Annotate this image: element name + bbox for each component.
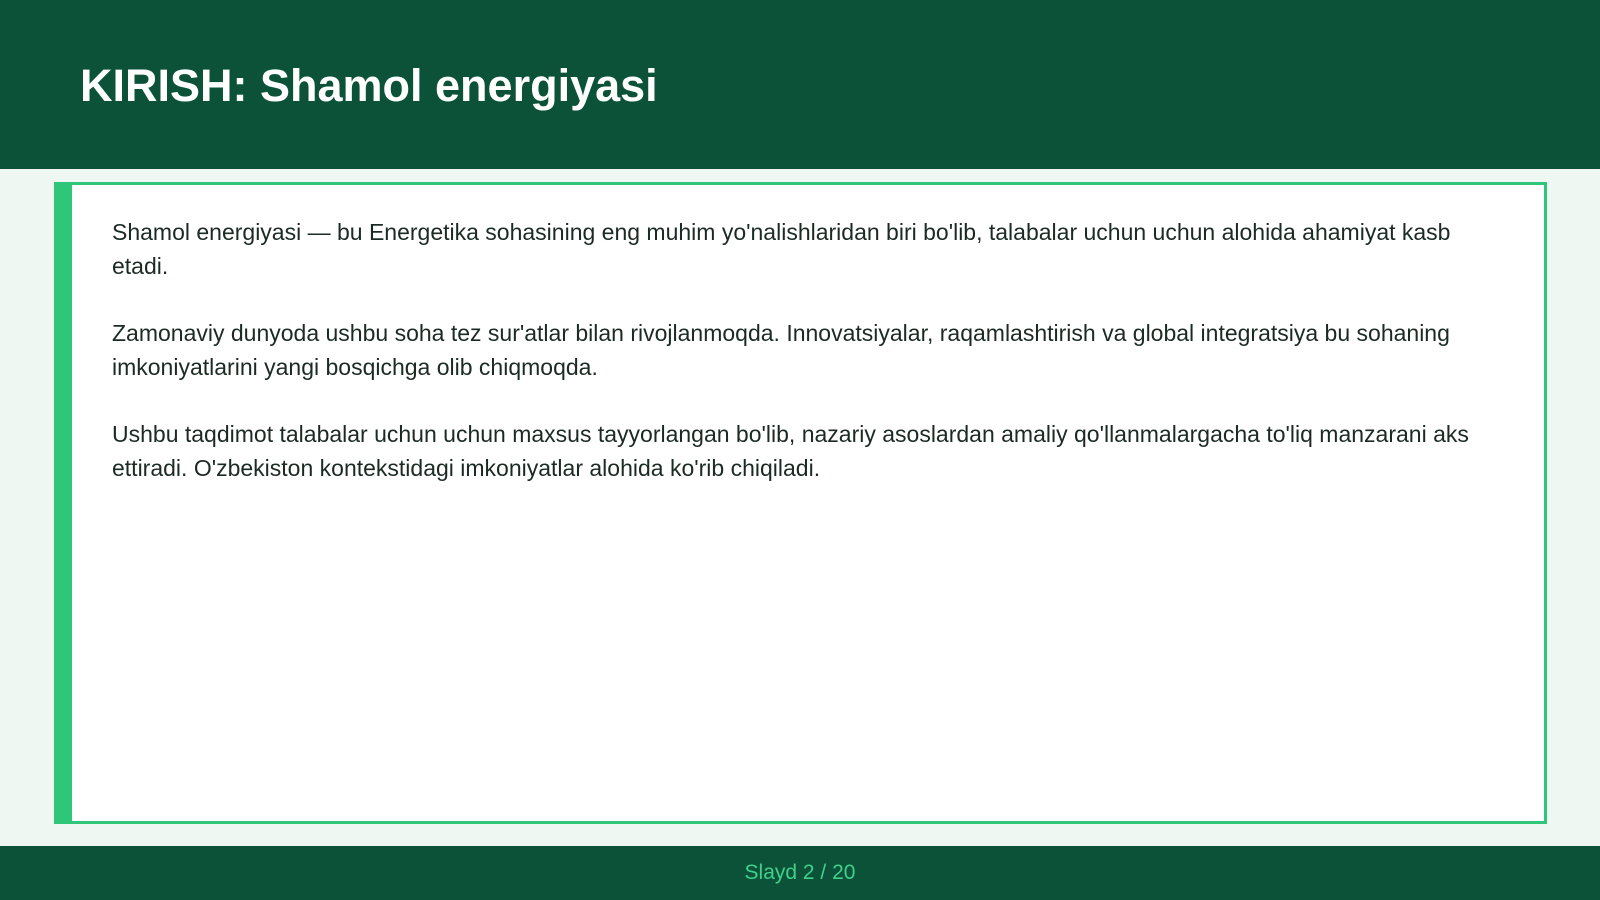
- body-text: [112, 215, 1482, 518]
- paragraph-presentation-purpose: Ushbu taqdimot talabalar uchun uchun maxsus tayyorlangan bo'lib, nazariy asoslardan amaliy qo'llanmalargacha to'liq manzarani aks ettiradi. O'zbekiston kontekstidagi imkoniyatlar alohida ko'rib chiqiladi.: [112, 421, 1469, 481]
- slide-footer: [0, 846, 1600, 900]
- content-card: [54, 182, 1547, 824]
- slide-counter: Slayd 2 / 20: [744, 861, 856, 884]
- paragraph-intro: Shamol energiyasi — bu Energetika sohasining eng muhim yo'nalishlaridan biri bo'lib, talabalar uchun uchun alohida ahamiyat kasb etadi.: [112, 219, 1451, 279]
- paragraph-modern-world: Zamonaviy dunyoda ushbu soha tez sur'atlar bilan rivojlanmoqda. Innovatsiyalar, raqamlashtirish va global integratsiya bu sohaning imkoniyatlarini yangi bosqichga olib chiqmoqda.: [112, 320, 1450, 380]
- slide-title: KIRISH: Shamol energiyasi: [80, 60, 658, 111]
- slide-header: [0, 0, 1600, 169]
